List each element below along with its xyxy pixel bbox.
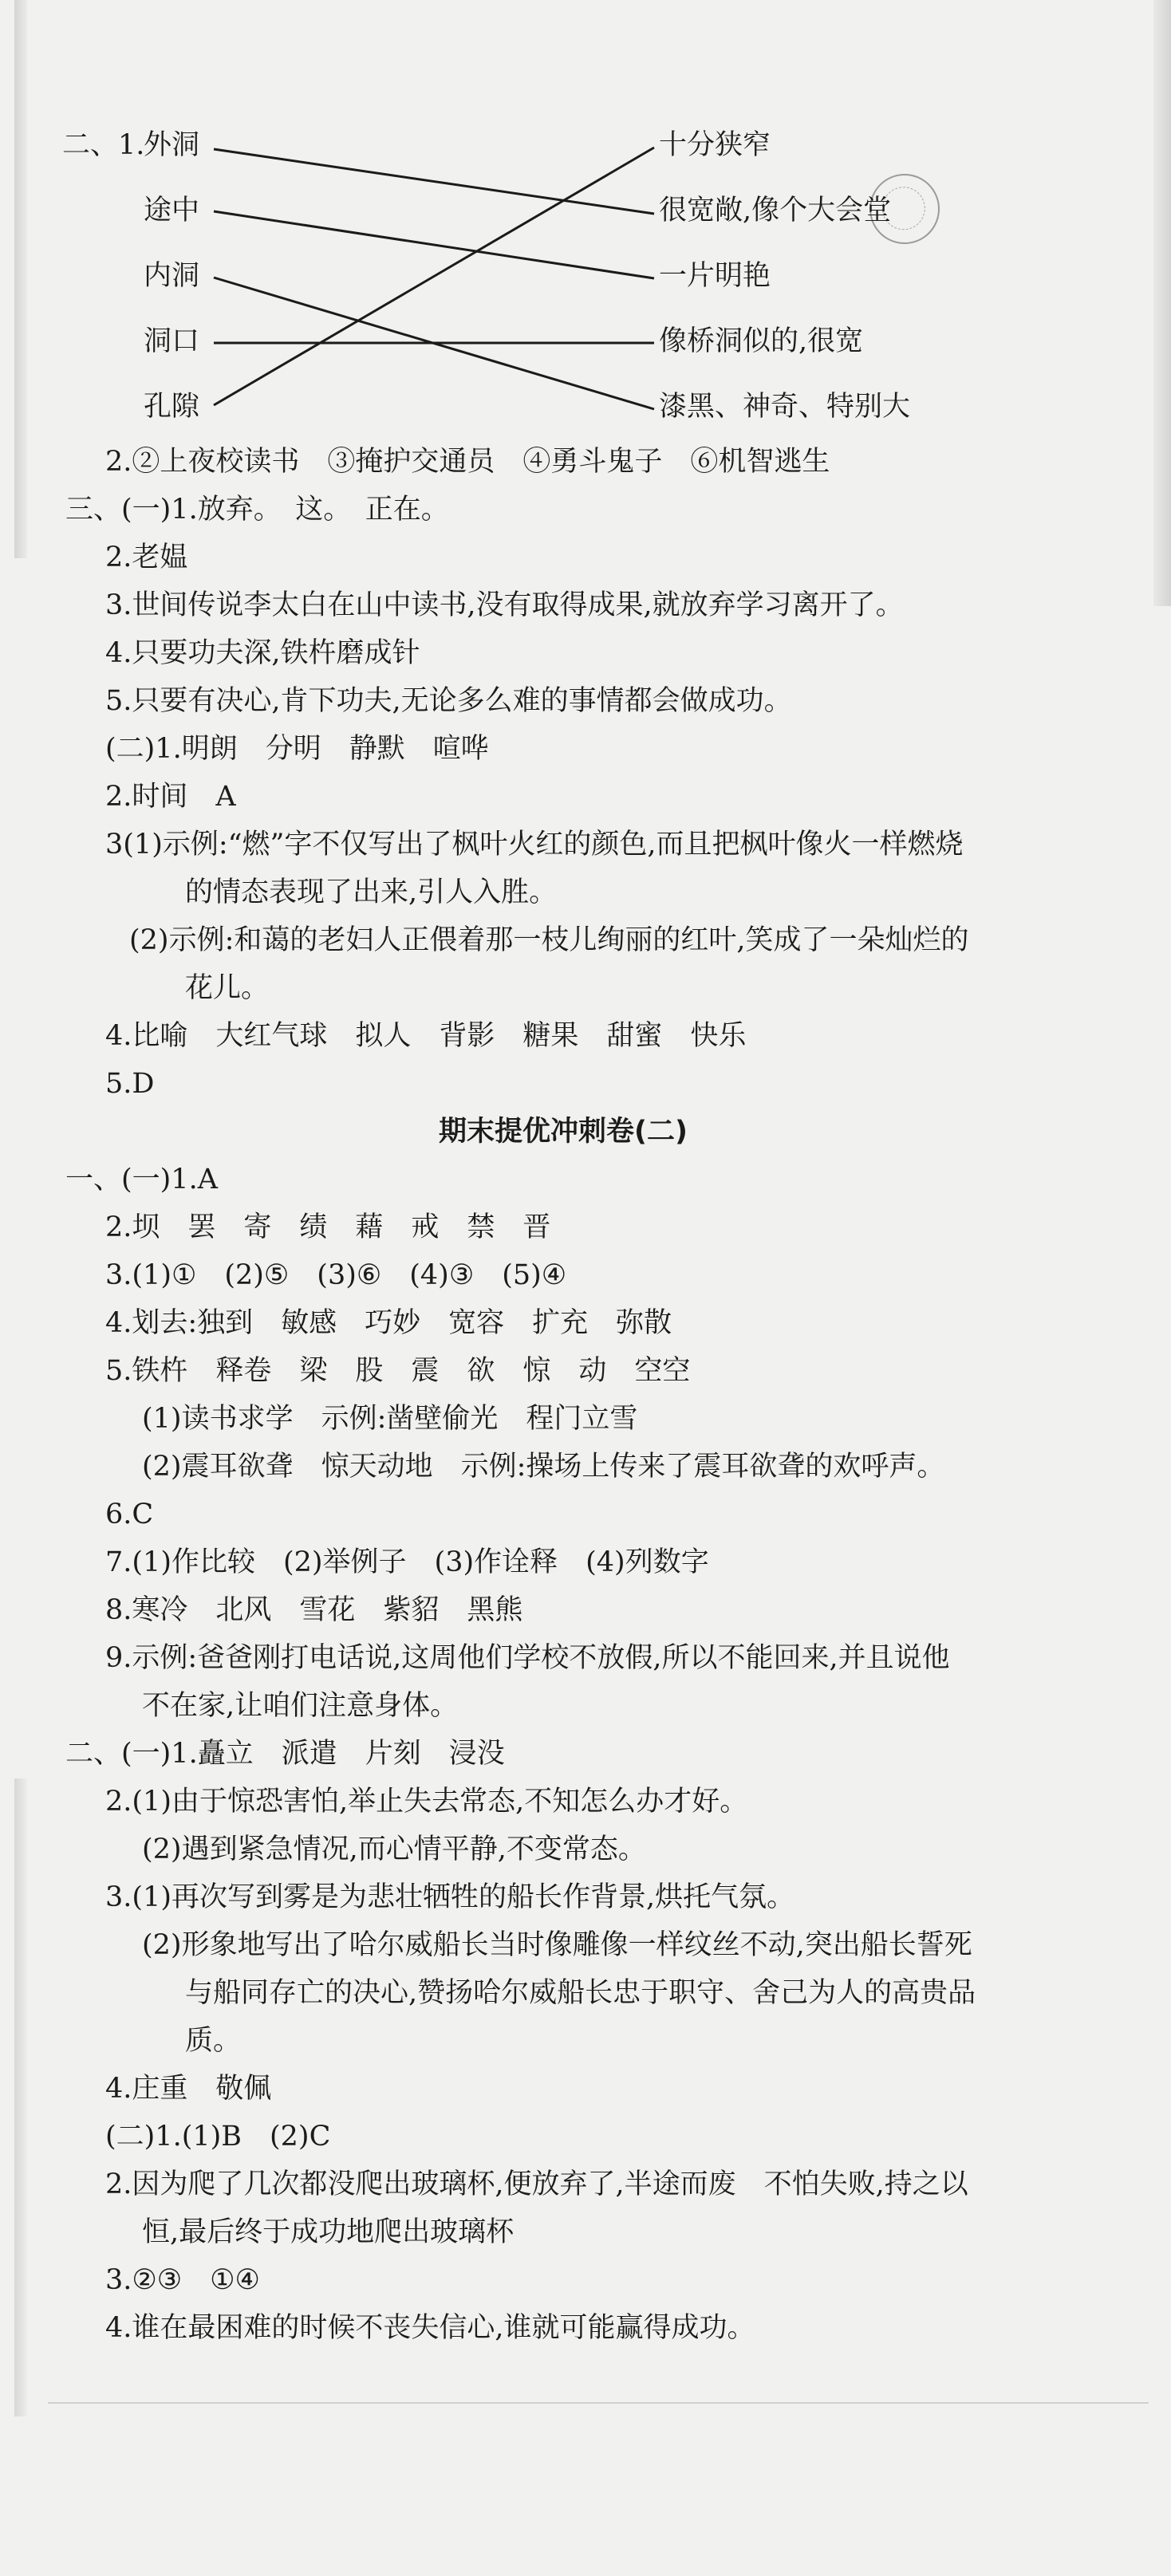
answer-line: 二、(一)1.矗立 派遣 片刻 浸没 (65, 1738, 505, 1770)
answer-line: 3.②③ ①④ (105, 2264, 260, 2296)
page-bottom-rule (48, 2402, 1149, 2404)
answer-line: 5.只要有决心,肯下功夫,无论多么难的事情都会做成功。 (105, 685, 792, 717)
answer-line: (2)示例:和蔼的老妇人正偎着那一枝儿绚丽的红叶,笑成了一朵灿烂的 (129, 924, 969, 956)
match-line (214, 149, 654, 214)
match-left-item: 孔隙 (144, 391, 200, 423)
answer-line: 2.时间 A (105, 781, 236, 813)
answer-line: (2)震耳欲聋 惊天动地 示例:操场上传来了震耳欲聋的欢呼声。 (142, 1451, 945, 1483)
answer-line: 一、(一)1.A (65, 1164, 218, 1195)
answer-line: (二)1.(1)B (2)C (105, 2121, 331, 2153)
answer-line: 与船同存亡的决心,赞扬哈尔威船长忠于职守、舍己为人的高贵品 (185, 1977, 976, 2009)
answer-line: 9.示例:爸爸刚打电话说,这周他们学校不放假,所以不能回来,并且说他 (105, 1642, 950, 1674)
match-left-item: 洞口 (144, 325, 200, 357)
answer-line: 4.庄重 敬佩 (105, 2073, 272, 2105)
answer-line: 不在家,让咱们注意身体。 (142, 1690, 459, 1722)
answer-line: 6.C (105, 1499, 154, 1530)
match-left-item: 内洞 (144, 260, 200, 292)
answer-line: (1)读书求学 示例:凿壁偷光 程门立雪 (142, 1403, 638, 1435)
answer-line: (2)形象地写出了哈尔威船长当时像雕像一样纹丝不动,突出船长誓死 (142, 1929, 972, 1961)
answer-line: 4.比喻 大红气球 拟人 背影 糖果 甜蜜 快乐 (105, 1020, 747, 1052)
answer-line: 的情态表现了出来,引人入胜。 (185, 876, 558, 908)
match-right-item: 像桥洞似的,很宽 (659, 325, 864, 357)
answer-line: 花儿。 (185, 972, 270, 1004)
answer-line: 7.(1)作比较 (2)举例子 (3)作诠释 (4)列数字 (105, 1546, 709, 1578)
match-right-item: 漆黑、神奇、特别大 (659, 391, 911, 423)
match-line (214, 148, 654, 405)
answer-line: 3.(1)再次写到雾是为悲壮牺牲的船长作背景,烘托气氛。 (105, 1881, 795, 1913)
match-prefix: 二、1. (62, 129, 145, 161)
answer-line: 8.寒冷 北风 雪花 紫貂 黑熊 (105, 1594, 523, 1626)
answer-line: 3.世间传说李太白在山中读书,没有取得成果,就放弃学习离开了。 (105, 589, 904, 621)
answer-line: 5.铁杵 释卷 梁 股 震 欲 惊 动 空空 (105, 1355, 691, 1387)
answer-line: 4.划去:独到 敏感 巧妙 宽容 扩充 弥散 (105, 1307, 672, 1339)
answer-line: 恒,最后终于成功地爬出玻璃杯 (142, 2216, 515, 2248)
answer-line: 2.坝 罢 寄 绩 藉 戒 禁 晋 (105, 1211, 551, 1243)
answer-line: (二)1.明朗 分明 静默 喧哗 (105, 733, 489, 765)
answer-line: 4.谁在最困难的时候不丧失信心,谁就可能赢得成功。 (105, 2312, 755, 2344)
answer-line: (2)遇到紧急情况,而心情平静,不变常态。 (142, 1834, 646, 1865)
page-edge-shadow (14, 1778, 27, 2416)
match-left-item: 途中 (144, 195, 200, 226)
match-line (214, 211, 654, 278)
match-right-item: 十分狭窄 (659, 129, 771, 161)
answer-line: 质。 (185, 2025, 242, 2057)
answer-line: 2.②上夜校读书 ③掩护交通员 ④勇斗鬼子 ⑥机智逃生 (105, 446, 830, 478)
answer-line: 2.老媪 (105, 542, 188, 573)
answer-line: 3(1)示例:“燃”字不仅写出了枫叶火红的颜色,而且把枫叶像火一样燃烧 (105, 829, 964, 861)
section-title: 期末提优冲刺卷(二) (439, 1116, 688, 1148)
answer-line: 2.(1)由于惊恐害怕,举止失去常态,不知怎么办才好。 (105, 1786, 748, 1818)
answer-line: 5.D (105, 1068, 155, 1100)
answer-line: 3.(1)① (2)⑤ (3)⑥ (4)③ (5)④ (105, 1259, 567, 1291)
match-right-item: 一片明艳 (659, 260, 771, 292)
match-right-item: 很宽敞,像个大会堂 (659, 195, 892, 226)
answer-line: 2.因为爬了几次都没爬出玻璃杯,便放弃了,半途而废 不怕失败,持之以 (105, 2168, 968, 2200)
answer-line: 4.只要功夫深,铁杵磨成针 (105, 637, 420, 669)
match-left-item: 外洞 (144, 129, 200, 161)
answer-line: 三、(一)1.放弃。 这。 正在。 (65, 494, 449, 526)
